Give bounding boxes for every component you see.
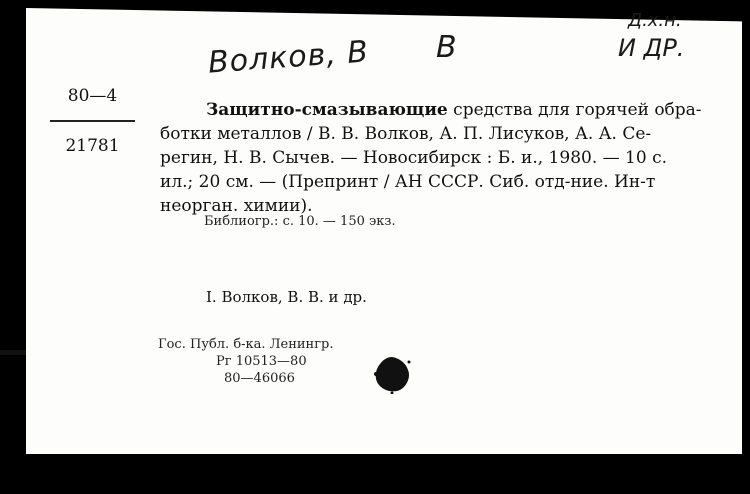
entry-line-1-rest: средства для горячей обра- (447, 100, 702, 120)
shelfmark (50, 86, 135, 156)
ink-blot (372, 354, 412, 394)
stamp-library: Гос. Публ. б-ка. Ленингр. (158, 337, 334, 352)
handwritten-others-note: И ДР. (618, 34, 685, 62)
stamp-accession: 80—46066 (224, 371, 295, 386)
scan-border (0, 0, 26, 494)
entry-line-1 (160, 98, 720, 122)
shelfmark-bottom: 21781 (65, 136, 120, 156)
entry-line-3: регин, Н. В. Сычев. — Новосибирск : Б. и., 1980. — 10 с. (160, 148, 667, 168)
entry-line-4: ил.; 20 см. — (Препринт / АН СССР. Сиб. отд-ние. Ин-т (160, 172, 656, 192)
bibliographic-entry (160, 98, 720, 218)
handwritten-author: Волков, В (206, 34, 370, 81)
bibliography-note: Библиогр.: с. 10. — 150 экз. (204, 214, 396, 229)
library-stamp (158, 336, 333, 387)
handwritten-initial: В (436, 30, 457, 65)
entry-line-5: неорган. химии). (160, 196, 313, 216)
handwritten-degree-note: Д.х.н. (628, 10, 682, 31)
entry-line-2: ботки металлов / В. В. Волков, А. П. Лисуков, А. А. Се- (160, 124, 652, 144)
shelfmark-divider (50, 120, 135, 122)
shelfmark-top: 80—4 (67, 86, 118, 106)
author-tracing: I. Волков, В. В. и др. (206, 288, 367, 306)
stamp-registration: Рг 10513—80 (216, 354, 307, 369)
entry-title-bold: Защитно-смазывающие (206, 100, 448, 120)
